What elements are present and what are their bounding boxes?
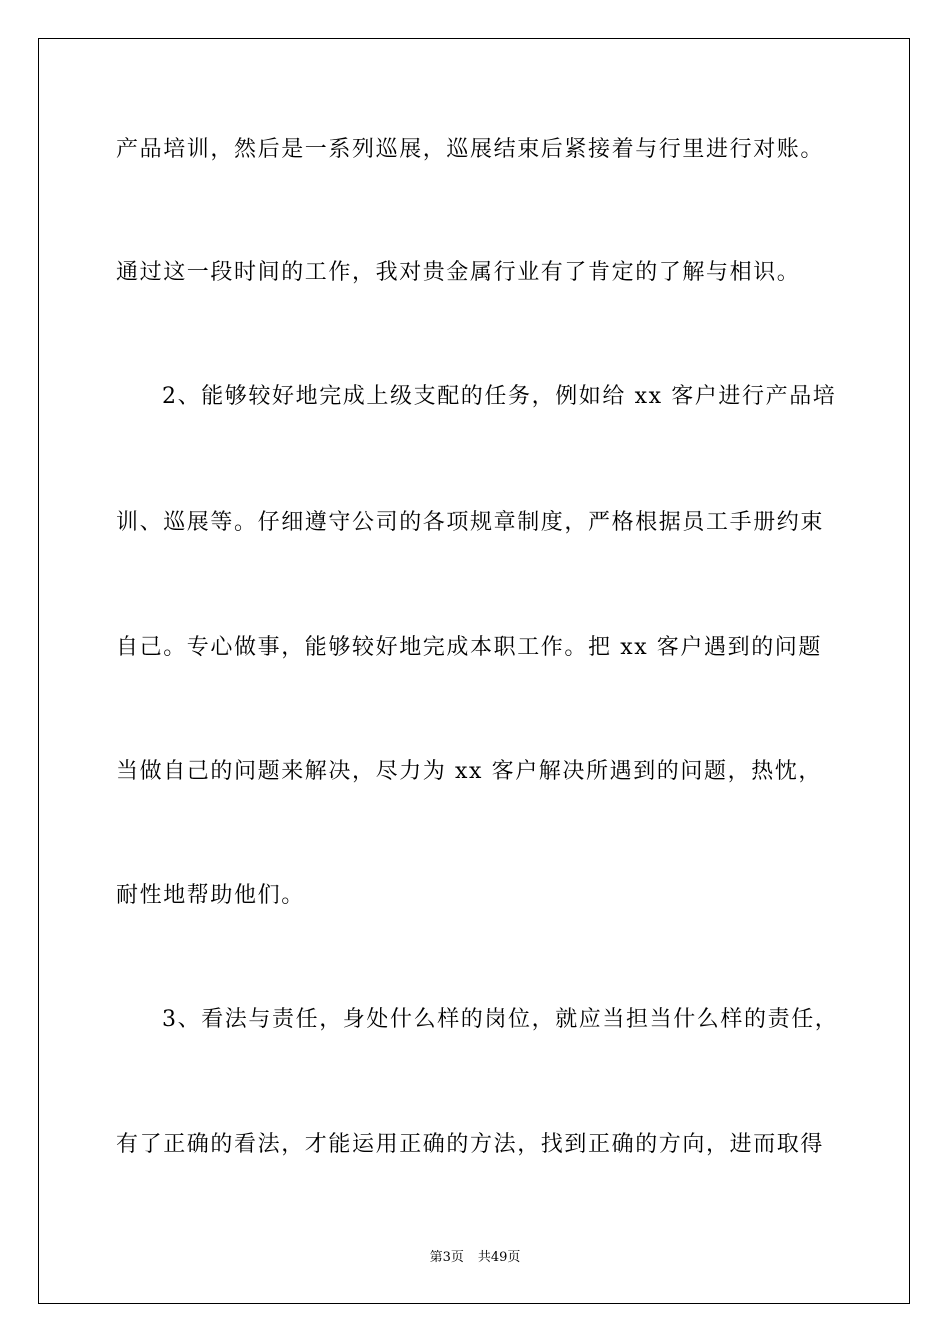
page-footer: [0, 1246, 950, 1265]
page-number: 第3页: [429, 1250, 464, 1265]
page-total: 共49页: [477, 1250, 521, 1265]
paragraph-2-line: 2、能够较好地完成上级支配的任务，例如给 xx 客户进行产品培: [162, 384, 837, 409]
body-line: 产品培训，然后是一系列巡展，巡展结束后紧接着与行里进行对账。: [116, 137, 825, 162]
body-line: 有了正确的看法，才能运用正确的方法，找到正确的方向，进而取得: [116, 1132, 825, 1157]
body-line: 通过这一段时间的工作，我对贵金属行业有了肯定的了解与相识。: [116, 260, 801, 285]
page-border: [38, 38, 910, 1304]
body-line: 自己。专心做事，能够较好地完成本职工作。把 xx 客户遇到的问题: [116, 635, 823, 660]
body-line: 训、巡展等。仔细遵守公司的各项规章制度，严格根据员工手册约束: [116, 510, 825, 535]
body-line: 耐性地帮助他们。: [116, 883, 305, 908]
paragraph-3-line: 3、看法与责任，身处什么样的岗位，就应当担当什么样的责任，: [162, 1007, 839, 1032]
body-line: 当做自己的问题来解决，尽力为 xx 客户解决所遇到的问题，热忱，: [116, 759, 823, 784]
